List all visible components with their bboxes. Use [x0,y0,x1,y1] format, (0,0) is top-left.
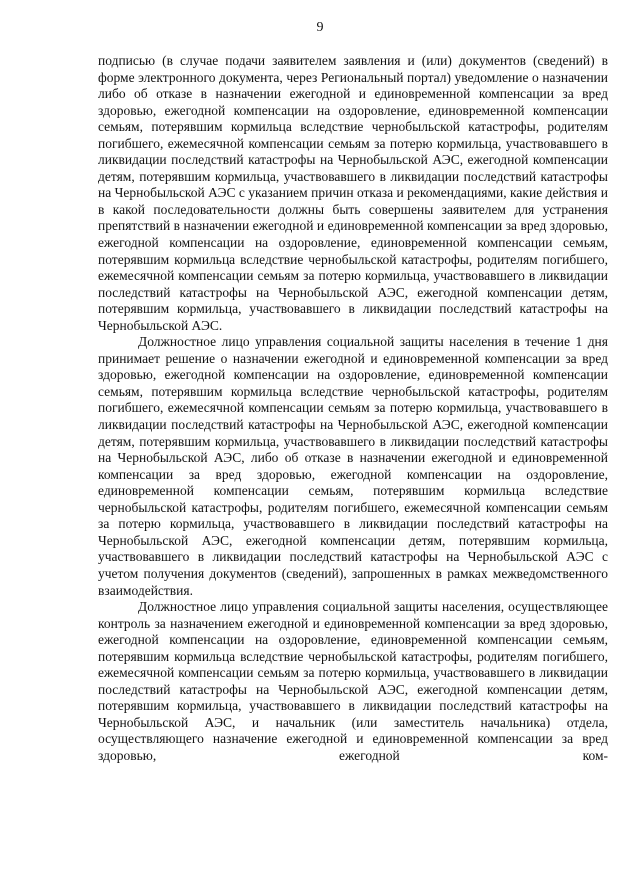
paragraph-decision-official: Должностное лицо управления социальной защиты населения в течение 1 дня принимает решение о назначении ежегодной и единовременной компенсации за вред здоровью, ежегодной компенсации на оздоровление, единовременной компенсации семьям, потерявшим кормильца вследствие чернобыльской катастрофы, родителям погибшего, ежемесячной компенсации семьям за потерю кормильца, участвовавшего в ликвидации последствий катастрофы на Чернобыльской АЭС, ежегодной компенсации детям, потерявшим кормильца, участвовавшего в ликвидации последствий катастрофы на Чернобыльской АЭС, либо об отказе в назначении ежегодной и единовременной компенсации за вред здоровью, ежегодной компенсации на оздоровление, единовременной компенсации семьям, потерявшим кормильца вследствие чернобыльской катастрофы, родителям погибшего, ежемесячной компенсации семьям за потерю кормильца, участвовавшего в ликвидации последствий катастрофы на Чернобыльской АЭС, ежегодной компенсации детям, потерявшим кормильца, участвовавшего в ликвидации последствий катастрофы на Чернобыльской АЭС с учетом получения документов (сведений), запрошенных в рамках межведомственного взаимодействия. [98,334,608,598]
document-body [98,53,608,765]
page-number: 9 [316,20,324,35]
paragraph-notification-continuation: подписью (в случае подачи заявителем заявления и (или) документов (сведений) в форме электронного документа, через Региональный портал) уведомление о назначении либо об отказе в назначении ежегодной и единовременной компенсации за вред здоровью, ежегодной компенсации на оздоровление, единовременной компенсации семьям, потерявшим кормильца вследствие чернобыльской катастрофы, родителям погибшего, ежемесячной компенсации семьям за потерю кормильца, участвовавшего в ликвидации последствий катастрофы на Чернобыльской АЭС, ежегодной компенсации детям, потерявшим кормильца, участвовавшего в ликвидации последствий катастрофы на Чернобыльской АЭС с указанием причин отказа и рекомендациями, какие действия и в какой последовательности должны быть совершены заявителем для устранения препятствий в назначении ежегодной и единовременной компенсации за вред здоровью, ежегодной компенсации на оздоровление, единовременной компенсации семьям, потерявшим кормильца вследствие чернобыльской катастрофы, родителям погибшего, ежемесячной компенсации семьям за потерю кормильца, участвовавшего в ликвидации последствий катастрофы на Чернобыльской АЭС, ежегодной компенсации детям, потерявшим кормильца, участвовавшего в ликвидации последствий катастрофы на Чернобыльской АЭС. [98,53,608,333]
paragraph-control-official: Должностное лицо управления социальной защиты населения, осуществляющее контроль за назначением ежегодной и единовременной компенсации за вред здоровью, ежегодной компенсации на оздоровление, единовременной компенсации семьям, потерявшим кормильца вследствие чернобыльской катастрофы, родителям погибшего, ежемесячной компенсации семьям за потерю кормильца, участвовавшего в ликвидации последствий катастрофы на Чернобыльской АЭС, ежегодной компенсации детям, потерявшим кормильца, участвовавшего в ликвидации последствий катастрофы на Чернобыльской АЭС, и начальник (или заместитель начальника) отдела, осуществляющего назначение ежегодной и единовременной компенсации за вред здоровью, ежегодной ком- [98,599,608,763]
